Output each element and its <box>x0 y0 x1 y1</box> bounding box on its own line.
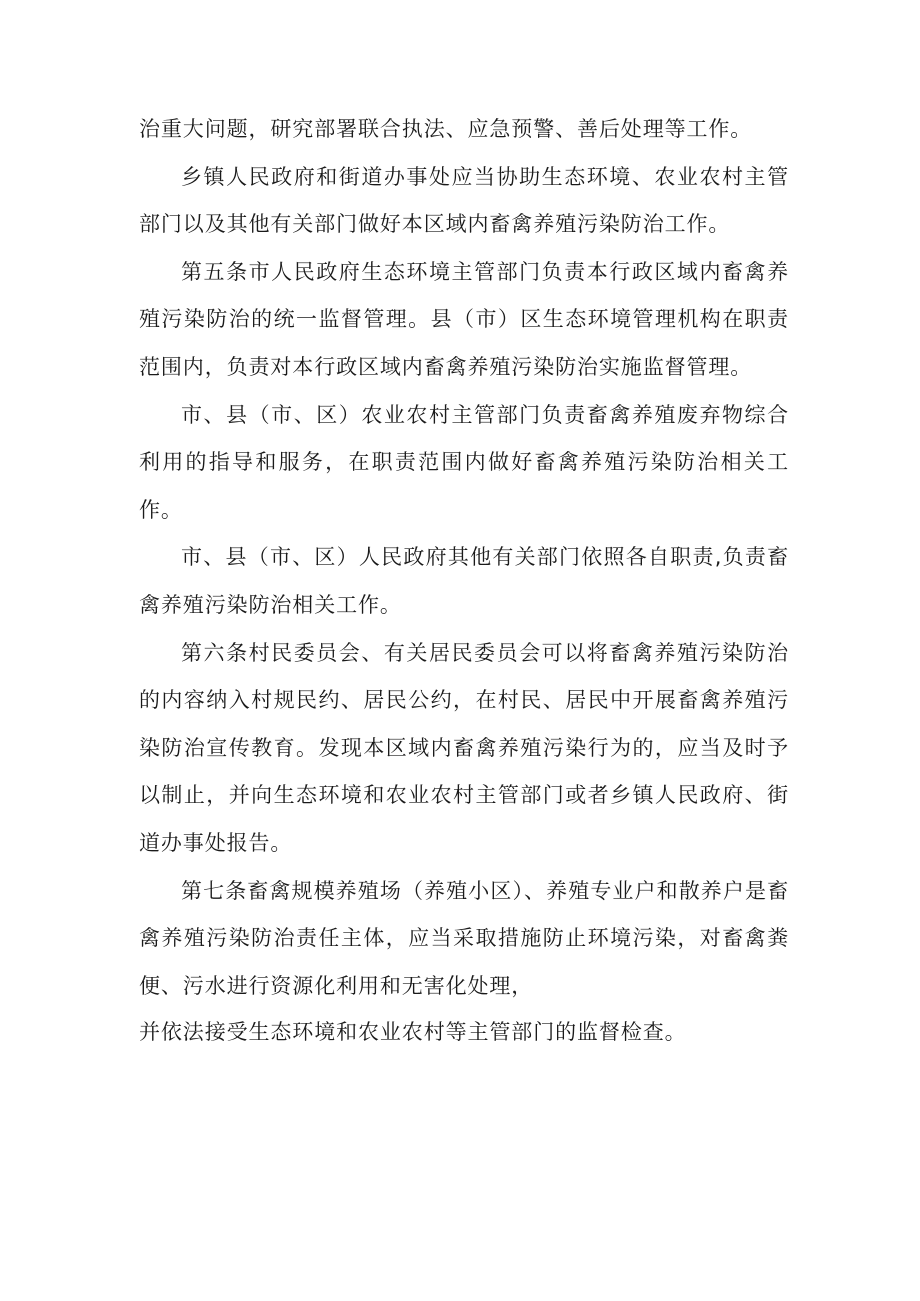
paragraph-article-7-end: 并依法接受生态环境和农业农村等主管部门的监督检查。 <box>139 1020 687 1045</box>
paragraph-other-depts: 市、县（市、区）人民政府其他有关部门依照各自职责,负责畜禽养殖污染防治相关工作。 <box>139 545 789 617</box>
paragraph-article-5: 第五条市人民政府生态环境主管部门负责本行政区域内畜禽养殖污染防治的统一监督管理。县（市）区生态环境管理机构在职责范围内，负责对本行政区域内畜禽养殖污染防治实施监督管理。 <box>139 259 789 379</box>
paragraph-article-7: 第七条畜禽规模养殖场（养殖小区）、养殖专业户和散养户是畜禽养殖污染防治责任主体，应当采取措施防止环境污染，对畜禽粪便、污水进行资源化利用和无害化处理， <box>139 878 789 998</box>
paragraph-township-duty: 乡镇人民政府和街道办事处应当协助生态环境、农业农村主管部门以及其他有关部门做好本区域内畜禽养殖污染防治工作。 <box>139 164 789 237</box>
paragraph-continuation: 治重大问题，研究部署联合执法、应急预警、善后处理等工作。 <box>139 117 753 141</box>
paragraph-agriculture-dept: 市、县（市、区）农业农村主管部门负责畜禽养殖废弃物综合利用的指导和服务，在职责范围内做好畜禽养殖污染防治相关工作。 <box>139 402 789 522</box>
document-body <box>139 106 789 1057</box>
paragraph-article-6: 第六条村民委员会、有关居民委员会可以将畜禽养殖污染防治的内容纳入村规民约、居民公约，在村民、居民中开展畜禽养殖污染防治宣传教育。发现本区域内畜禽养殖污染行为的，应当及时予以制止，并向生态环境和农业农村主管部门或者乡镇人民政府、街道办事处报告。 <box>139 640 789 855</box>
